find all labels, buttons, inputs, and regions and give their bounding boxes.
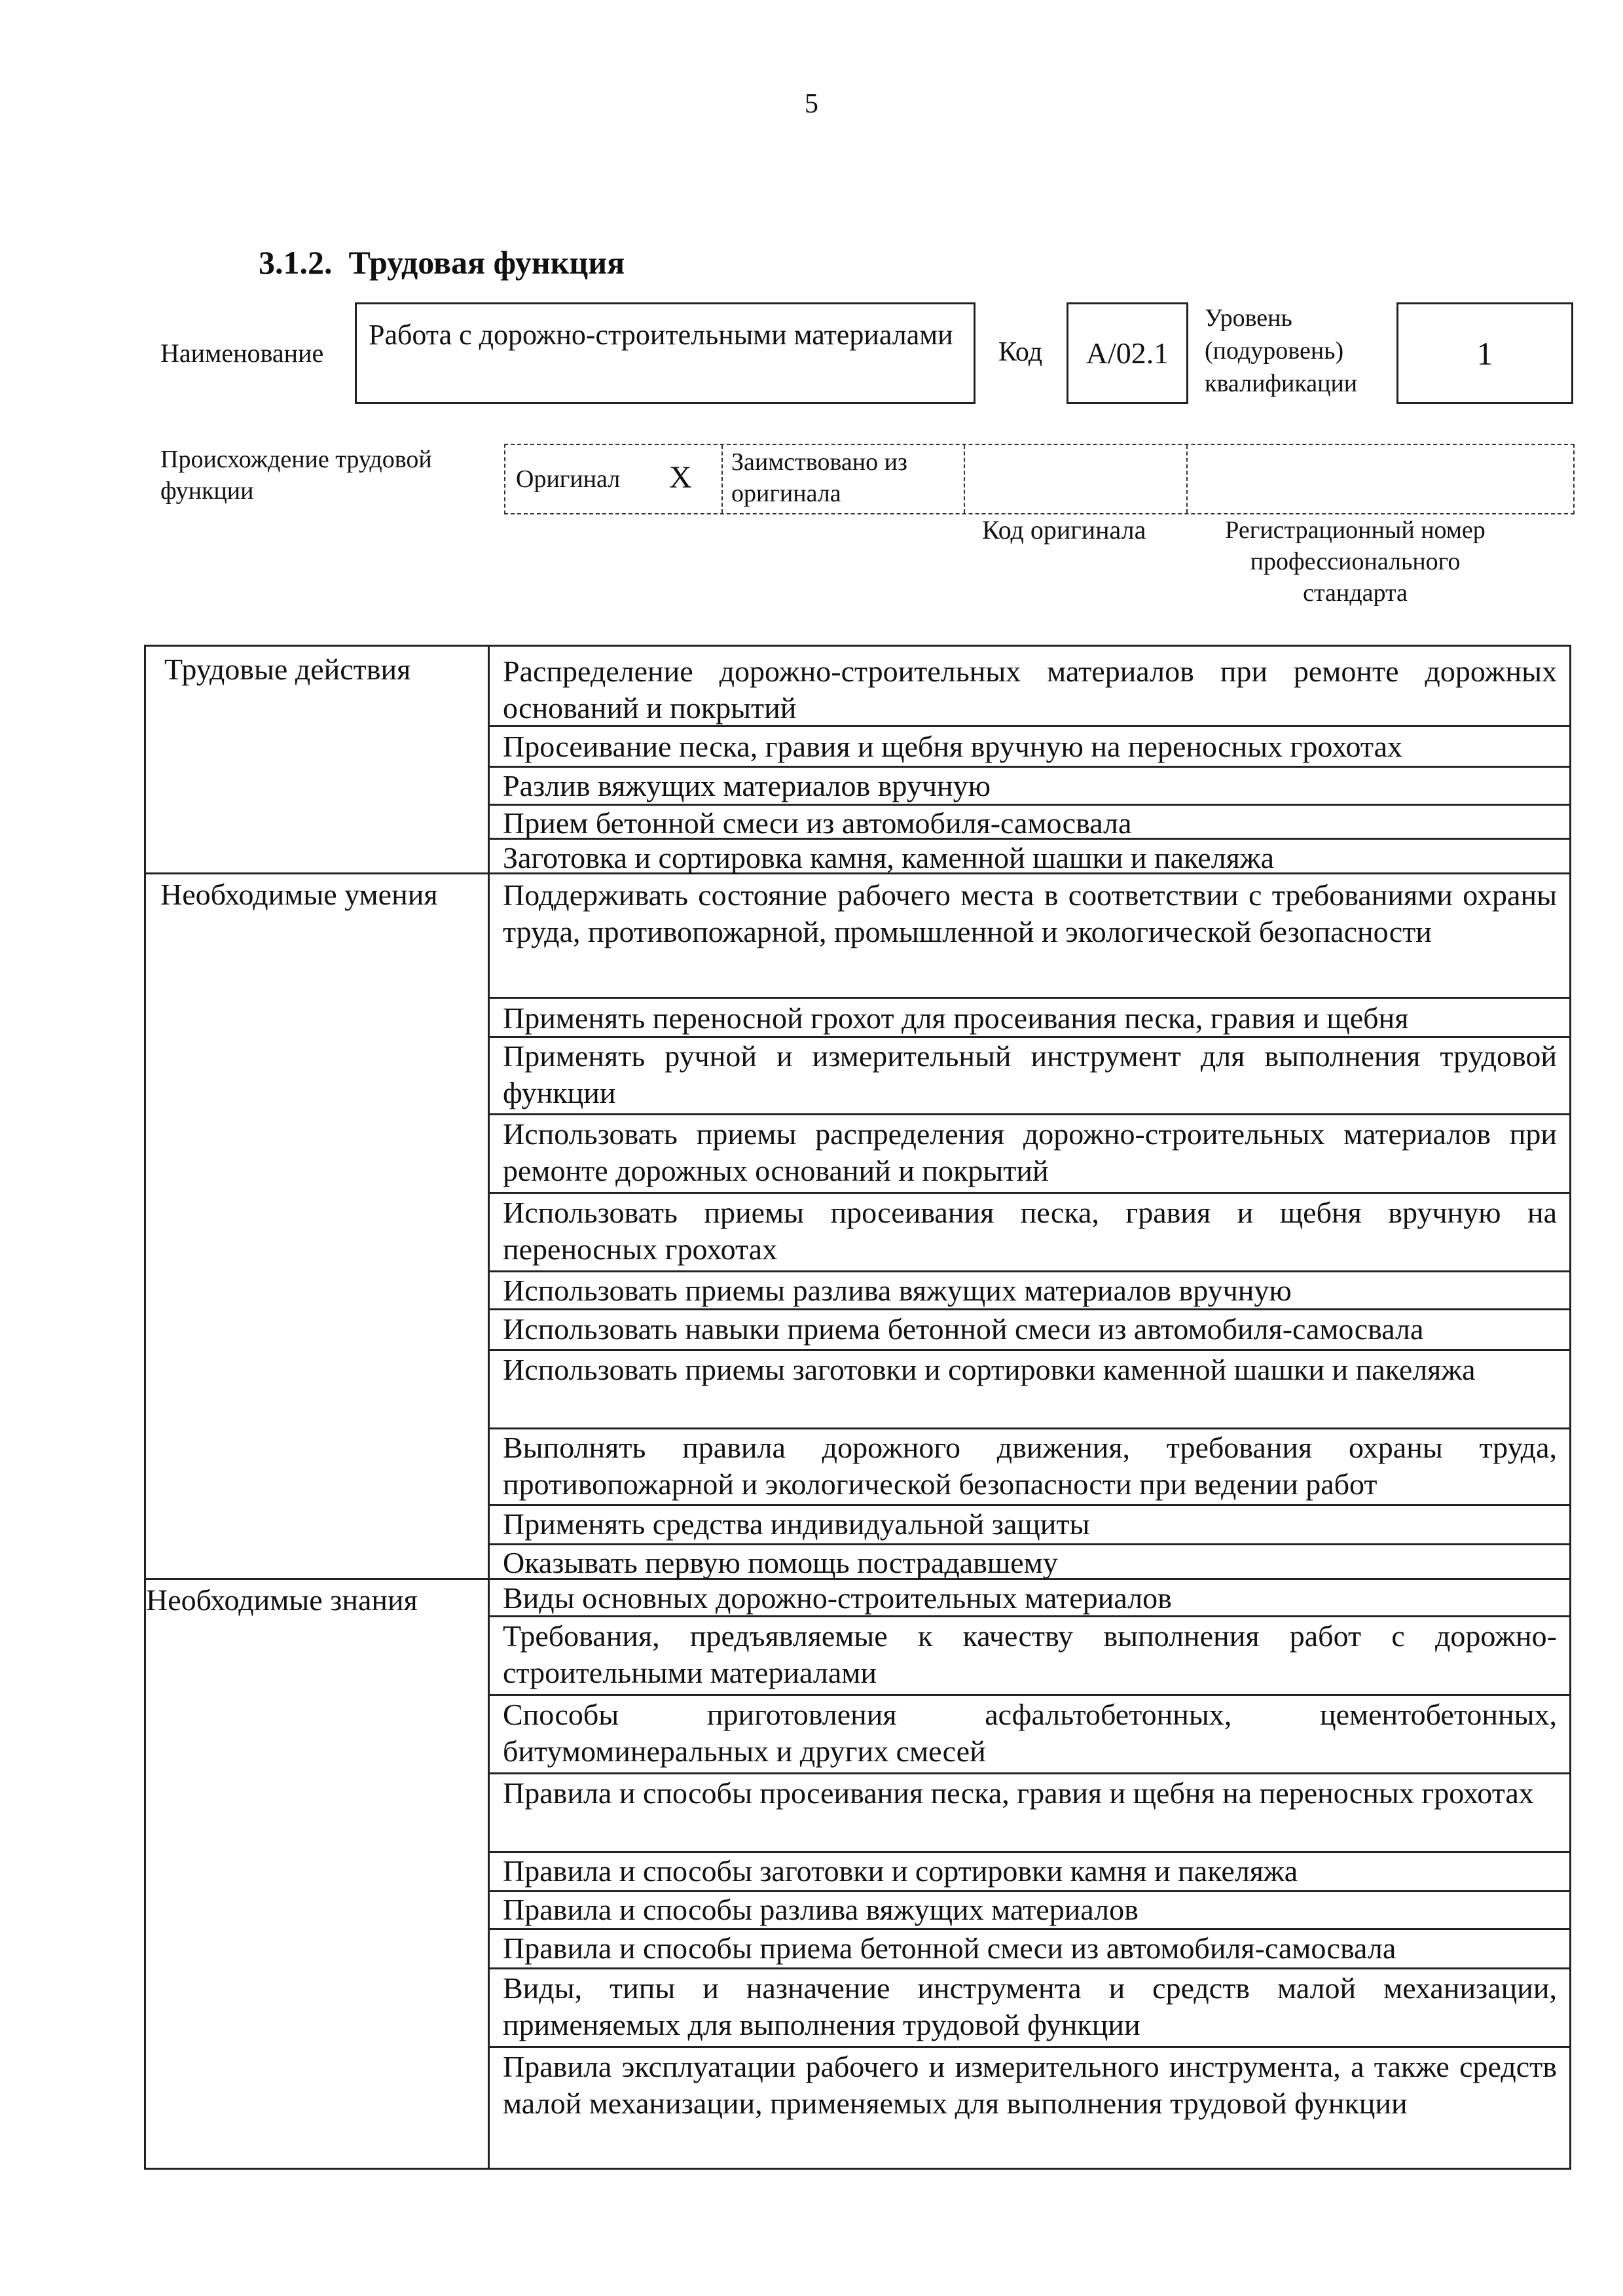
origin-label-line1: Происхождение трудовой (160, 446, 432, 473)
knowledge-item: Правила эксплуатации рабочего и измерительного инструмента, а также средств малой механизации, применяемых для выполнения трудовой функции (503, 2050, 1557, 2120)
original-mark: X (669, 460, 692, 495)
skill-item: Использовать приемы распределения дорожно-строительных материалов при ремонте дорожных оснований и покрытий (503, 1117, 1557, 1187)
reg-number-caption-line1: Регистрационный номер (1225, 516, 1486, 544)
action-item: Заготовка и сортировка камня, каменной шашки и пакеляжа (503, 841, 1275, 874)
name-label: Наименование (160, 338, 324, 368)
skill-item: Использовать приемы заготовки и сортировки каменной шашки и пакеляжа (503, 1353, 1476, 1386)
borrowed-label-line2: оригинала (731, 480, 841, 507)
code-value: А/02.1 (1085, 336, 1169, 370)
knowledge-item: Правила и способы просеивания песка, гравия и щебня на переносных грохотах (503, 1776, 1534, 1810)
reg-number-caption-line3: стандарта (1303, 579, 1408, 607)
section-number: 3.1.2. (259, 244, 333, 281)
section-heading: Трудовая функция (348, 244, 625, 281)
category-knowledge-label: Необходимые знания (146, 1583, 418, 1617)
knowledge-item: Способы приготовления асфальтобетонных, цементобетонных, битумоминеральных и других смесей (503, 1698, 1557, 1768)
origin-table (504, 444, 1575, 514)
borrowed-label-line1: Заимствовано из (731, 448, 907, 476)
knowledge-item: Правила и способы разлива вяжущих материалов (503, 1893, 1139, 1926)
level-label-line3: квалификации (1205, 370, 1358, 397)
action-item: Распределение дорожно-строительных материалов при ремонте дорожных оснований и покрытий (503, 655, 1557, 725)
original-label: Оригинал (516, 465, 621, 493)
knowledge-item: Правила и способы приема бетонной смеси из автомобиля-самосвала (503, 1931, 1396, 1965)
action-item: Разлив вяжущих материалов вручную (503, 769, 991, 802)
name-value: Работа с дорожно-строительными материалами (369, 319, 953, 351)
level-value-box (1396, 302, 1573, 404)
name-value-box (355, 302, 976, 404)
page-number: 5 (805, 89, 818, 119)
section-title (259, 243, 625, 281)
skill-item: Использовать приемы разлива вяжущих материалов вручную (503, 1274, 1292, 1307)
skill-item: Применять переносной грохот для просеивания песка, гравия и щебня (503, 1001, 1409, 1035)
origin-label-line2: функции (160, 477, 254, 505)
skill-item: Выполнять правила дорожного движения, требования охраны труда, противопожарной и экологической безопасности при ведении работ (503, 1431, 1557, 1501)
code-label: Код (998, 337, 1043, 367)
skill-item: Применять средства индивидуальной защиты (503, 1507, 1090, 1541)
skill-item: Поддерживать состояние рабочего места в соответствии с требованиями охраны труда, противопожарной, промышленной и экологической безопасности (503, 878, 1557, 948)
knowledge-item: Правила и способы заготовки и сортировки камня и пакеляжа (503, 1854, 1298, 1888)
skill-item: Использовать навыки приема бетонной смеси из автомобиля-самосвала (503, 1312, 1424, 1346)
knowledge-item: Требования, предъявляемые к качеству выполнения работ с дорожно-строительными материалами (503, 1619, 1557, 1689)
action-item: Просеивание песка, гравия и щебня вручную на переносных грохотах (503, 730, 1403, 763)
level-value: 1 (1476, 334, 1493, 372)
labor-function-table (144, 645, 1571, 2170)
code-original-caption: Код оригинала (982, 515, 1146, 545)
knowledge-item: Виды, типы и назначение инструмента и средств малой механизации, применяемых для выполнения трудовой функции (503, 1971, 1557, 2041)
knowledge-item: Виды основных дорожно-строительных материалов (503, 1581, 1172, 1615)
level-label-line1: Уровень (1205, 304, 1292, 332)
code-value-box (1067, 302, 1188, 404)
skill-item: Использовать приемы просеивания песка, гравия и щебня вручную на переносных грохотах (503, 1196, 1557, 1266)
level-label-line2: (подуровень) (1205, 337, 1344, 365)
skill-item: Применять ручной и измерительный инструмент для выполнения трудовой функции (503, 1039, 1557, 1109)
action-item: Прием бетонной смеси из автомобиля-самосвала (503, 806, 1132, 840)
category-actions-label: Трудовые действия (164, 653, 411, 686)
reg-number-caption-line2: профессионального (1250, 548, 1461, 575)
skill-item: Оказывать первую помощь пострадавшему (503, 1546, 1058, 1579)
category-skills-label: Необходимые умения (160, 878, 438, 911)
